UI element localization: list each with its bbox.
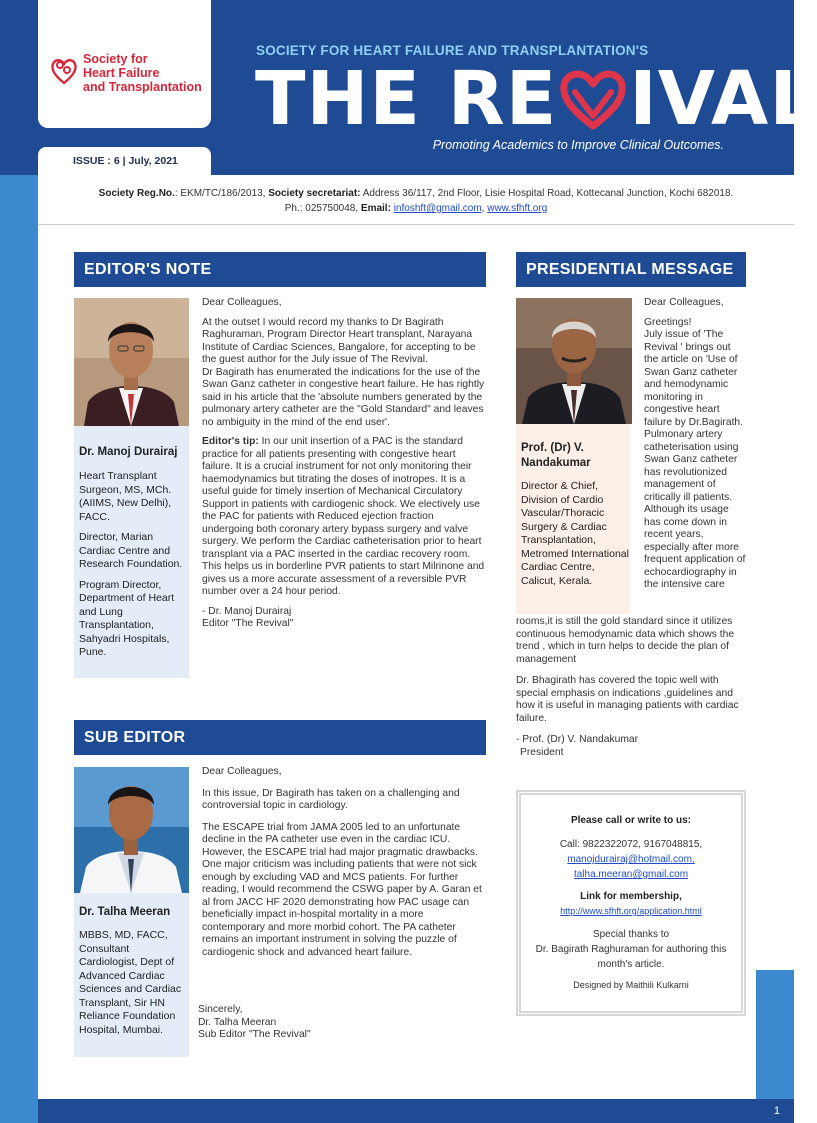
thanks-heading: Special thanks to (592, 929, 670, 940)
presidential-message-column: Dear Colleagues, Greetings! July issue of 'The Revival ' brings out the article on 'Use of Swan Ganz catheter and hemodynamic monitoring in congestive heart failure by Dr.Bagirath. Pulmonary artery catheterisation using Swan Ganz catheter has revolutionized management of critically ill patients. Although its usage has come down in recent years, especially after more frequent application of echocardiography in the intensive care (644, 297, 746, 590)
divider (38, 224, 794, 225)
thanks-text: Dr. Bagirath Raghuraman for authoring this month's article. (535, 944, 727, 970)
logo-card (38, 0, 211, 128)
email-link[interactable]: infoshft@gmail.com (393, 203, 482, 214)
editors-note-heading: EDITOR'S NOTE (74, 252, 486, 287)
contact-box (516, 790, 746, 1016)
presidential-message-body: rooms,it is still the gold standard since it utilizes continuous hemodynamic data which shows the trend , which in turn helps to decide the plan of management Dr. Bhagirath has covered the topic well with special emphasis on indications ,guidelines and how it is useful in managing patients with cardiac failure. - Prof. (Dr) V. Nandakumar President (516, 616, 739, 758)
website-link[interactable]: www.sfhft.org (487, 203, 548, 214)
membership-link[interactable]: http://www.sfhft.org/application.html (560, 906, 702, 916)
footer-band (38, 1099, 794, 1123)
sub-editor-photo (74, 767, 189, 893)
editors-note-body: Dear Colleagues, At the outset I would record my thanks to Dr Bagirath Raghuraman, Program Director Heart transplant, Narayana Institute of Cardiac Sciences, Bangalore, for accepting to be the guest author for the July issue of The Revival. Dr Bagirath has enumerated the indications for the use of the Swan Ganz catheter in congestive heart failure. He has rightly said in his article that the 'absolute numbers generated by the pulmonary artery catheter are the "Gold Standard" and leaves no ambiguity in the mind of the end user'. Editor's tip: In our unit insertion of a PAC is the standard practice for all patients presenting with congestive heart failure. It is a crucial instrument for not only monitoring their haemodynamics but titrating the doses of inotropes. It is a useful guide for timely insertion of Mechanical Circulatory Support in patients with cardiogenic shock. We electively use the PAC for patients with Reduced ejection fraction undergoing both coronary artery bypass surgery and valve surgery. We perform the Cardiac catheterisation prior to heart transplant via a PAC inserted in the cardiac recovery room. This helps us in borderline PVR patients to start Milrinone and gives us a more accurate assessment of a reversible PVR number over a 24 hour period. - Dr. Manoj Durairaj Editor "The Revival" (202, 297, 485, 629)
president-name: Prof. (Dr) V. Nandakumar (521, 442, 591, 469)
sub-editor-credentials: MBBS, MD, FACC, Consultant Cardiologist, Dept of Advanced Cardiac Sciences and Cardiac Transplant, Sir HN Reliance Foundation Hospital, Mumbai. (79, 929, 182, 1036)
contact-email-1[interactable]: manojdurairaj@hotmail.com, (567, 854, 695, 865)
masthead-title: THE RE IVAL (255, 56, 817, 142)
president-credentials: Director & Chief, Division of Cardio Vascular/Thoracic Surgery & Cardiac Transplantation, Metromed International Cardiac Centre, Calicut, Kerala. (521, 480, 629, 587)
issue-label: ISSUE : 6 | July, 2021 (73, 155, 178, 167)
society-logo-text: Society for Heart Failure and Transplantation (83, 52, 202, 94)
page-number: 1 (773, 1105, 780, 1117)
contact-phone: Call: 9822322072, 9167048815, (559, 839, 703, 850)
president-photo (516, 298, 632, 424)
heart-v-icon (558, 66, 628, 132)
editor-credentials: Heart Transplant Surgeon, MS, MCh. (AIIMS, New Delhi), FACC. Director, Marian Cardiac Centre and Research Foundation. Program Director, Department of Heart and Lung Transplantation, Sahyadri Hospitals, Pune. (79, 470, 183, 658)
masthead-kicker: SOCIETY FOR HEART FAILURE AND TRANSPLANTATION'S (256, 43, 649, 58)
registration-info: Society Reg.No.: EKM/TC/186/2013, Society secretariat: Address 36/117, 2nd Floor, Lisie Hospital Road, Kottecanal Junction, Kochi 682018. Ph.: 025750048, Email: infoshft@gmail.com, www.sfhft.org (98, 188, 734, 214)
editor-photo (74, 298, 189, 426)
membership-heading: Link for membership, (580, 891, 682, 902)
sub-editor-name: Dr. Talha Meeran (79, 906, 171, 918)
presidential-message-heading: PRESIDENTIAL MESSAGE (516, 252, 746, 287)
society-logo-icon (50, 56, 78, 86)
contact-email-2[interactable]: talha.meeran@gmail.com (573, 869, 689, 880)
sub-editor-body: Dear Colleagues, In this issue, Dr Bagirath has taken on a challenging and controversial topic in cardiology. The ESCAPE trial from JAMA 2005 led to an unfortunate decline in the PA catheter use even in the cardiac ICU. However, the ESCAPE trial had major pragmatic drawbacks. One major criticism was including patients that were not sick enough by excluding VAD and MCS patients. For further reading, I would recommend the CSWG paper by A. Garan et al from JACC HF 2020 demonstrating how PAC usage can beneficially impact in-hospital mortality in a more contemporary and more morbid cohort. The PA catheter remains an important instrument in solving the puzzle of cardiogenic shock and advanced heart failure. (202, 766, 482, 958)
editor-name: Dr. Manoj Durairaj (79, 446, 178, 458)
contact-heading: Please call or write to us: (570, 815, 692, 826)
issue-card (38, 147, 211, 175)
sub-editor-heading: SUB EDITOR (74, 720, 486, 755)
sub-editor-signature: Sincerely, Dr. Talha Meeran Sub Editor "The Revival" (198, 1004, 311, 1040)
left-accent-bar (0, 175, 38, 1123)
tagline: Promoting Academics to Improve Clinical Outcomes. (432, 138, 724, 152)
designer-credit: Designed by Maithili Kulkarni (573, 980, 689, 990)
